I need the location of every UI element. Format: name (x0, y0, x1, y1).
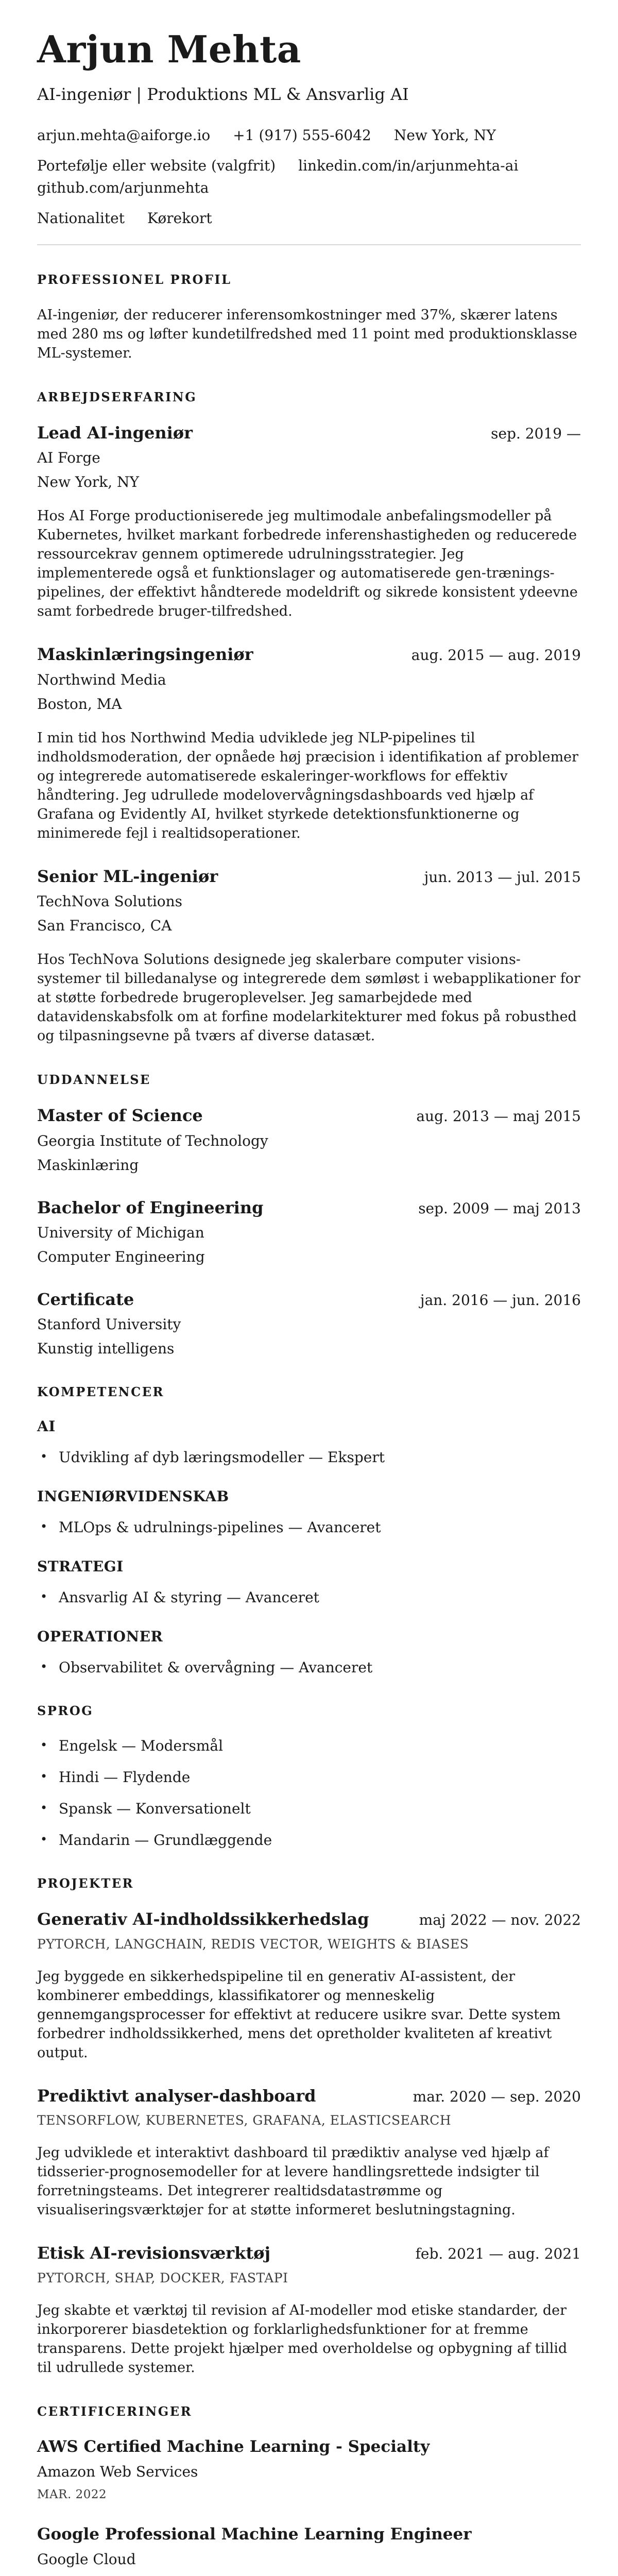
certification-org: Amazon Web Services (37, 2463, 581, 2481)
project-entry-head (37, 2086, 581, 2106)
skill-category: OPERATIONER (37, 1628, 581, 1645)
project-tech-stack: PYTORCH, LANGCHAIN, REDIS VECTOR, WEIGHTS & BIASES (37, 1937, 581, 1952)
person-headline: AI-ingeniør | Produktions ML & Ansvarlig AI (37, 84, 581, 104)
skill-group (37, 1628, 581, 1676)
education-entry (37, 1290, 581, 1358)
projects-heading: PROJEKTER (37, 1876, 581, 1891)
project-entry (37, 1909, 581, 2062)
project-title: Etisk AI-revisionsværktøj (37, 2243, 270, 2263)
language-item: • Spansk — Konversationelt (37, 1800, 581, 1818)
degree-title: Bachelor of Engineering (37, 1198, 263, 1217)
skill-group (37, 1418, 581, 1466)
experience-entry (37, 867, 581, 1045)
project-entry-head (37, 2243, 581, 2263)
skill-item: • Ansvarlig AI & styring — Avanceret (37, 1588, 581, 1606)
job-company: TechNova Solutions (37, 892, 581, 910)
section-profile (37, 272, 581, 363)
degree-date-range: aug. 2013 — maj 2015 (401, 1108, 581, 1125)
job-date-range: aug. 2015 — aug. 2019 (396, 647, 581, 664)
skill-list (37, 1448, 581, 1466)
project-title: Generativ AI-indholdssikkerhedslag (37, 1909, 369, 1929)
contact-row-misc (37, 210, 581, 227)
experience-entry-head (37, 423, 581, 443)
education-entry-head (37, 1106, 581, 1125)
contact-github: github.com/arjunmehta (37, 179, 209, 196)
contact-row-links (37, 157, 581, 196)
job-location: New York, NY (37, 473, 581, 491)
section-skills (37, 1384, 581, 1676)
school-name: University of Michigan (37, 1224, 581, 1242)
education-entry (37, 1106, 581, 1174)
contact-email: arjun.mehta@aiforge.io (37, 127, 210, 144)
project-entry (37, 2243, 581, 2377)
project-tech-stack: TENSORFLOW, KUBERNETES, GRAFANA, ELASTICSEARCH (37, 2113, 581, 2128)
job-title: Senior ML-ingeniør (37, 867, 218, 886)
field-of-study: Kunstig intelligens (37, 1340, 581, 1358)
contact-linkedin: linkedin.com/in/arjunmehta-ai (298, 157, 518, 174)
degree-title: Certificate (37, 1290, 134, 1309)
language-item: • Mandarin — Grundlæggende (37, 1831, 581, 1849)
skill-group (37, 1558, 581, 1606)
contact-phone: +1 (917) 555-6042 (233, 127, 371, 144)
project-description: Jeg skabte et værktøj til revision af AI-modeller mod etiske standarder, der inkorporerer biasdetektion og forklarlighedsfunktioner for at fremme transparens. Dette projekt hjælper med overholdelse og opbygning af tillid til udrullede systemer. (37, 2301, 581, 2377)
contact-website: Portefølje eller website (valgfrit) (37, 157, 276, 174)
job-date-range: sep. 2019 — (475, 425, 581, 442)
skill-list (37, 1518, 581, 1536)
job-location: San Francisco, CA (37, 917, 581, 935)
skills-heading: KOMPETENCER (37, 1384, 581, 1399)
experience-entry (37, 423, 581, 621)
contact-location: New York, NY (394, 127, 496, 144)
certification-org: Google Cloud (37, 2550, 581, 2568)
skill-list (37, 1658, 581, 1676)
degree-date-range: jan. 2016 — jun. 2016 (405, 1292, 581, 1309)
language-item: • Engelsk — Modersmål (37, 1737, 581, 1755)
skill-category: INGENIØRVIDENSKAB (37, 1488, 581, 1505)
job-date-range: jun. 2013 — jul. 2015 (409, 869, 581, 886)
section-experience (37, 389, 581, 1045)
skill-category: AI (37, 1418, 581, 1435)
job-description: Hos TechNova Solutions designede jeg skalerbare computer visions-systemer til billedanalyse og integrerede dem sømløst i webapplikationer for at støtte forbedrede brugeroplevelser. Jeg samarbejdede med datavidenskabsfolk om at forfine modelarkitekturer med fokus på robusthed og tilpasningsevne på tværs af diverse datasæt. (37, 950, 581, 1045)
project-date-range: mar. 2020 — sep. 2020 (398, 2088, 581, 2105)
certifications-heading: CERTIFICERINGER (37, 2404, 581, 2419)
school-name: Georgia Institute of Technology (37, 1132, 581, 1150)
profile-text: AI-ingeniør, der reducerer inferensomkostninger med 37%, skærer latens med 280 ms og løfter kundetilfredshed med 11 point med produktionsklasse ML-systemer. (37, 306, 581, 363)
certification-title: AWS Certified Machine Learning - Specialty (37, 2437, 581, 2456)
project-description: Jeg udviklede et interaktivt dashboard til prædiktiv analyse ved hjælp af tidsserier-prognosemodeller for at levere handlingsrettede indsigter til forretningsteams. Det integrerer realtidsdatastrømme og visualiseringsværktøjer for at støtte informeret beslutningstagning. (37, 2143, 581, 2219)
project-date-range: maj 2022 — nov. 2022 (404, 1911, 581, 1928)
skill-item: • MLOps & udrulnings-pipelines — Avanceret (37, 1518, 581, 1536)
language-list (37, 1737, 581, 1849)
education-entry-head (37, 1290, 581, 1309)
job-description: Hos AI Forge productioniserede jeg multimodale anbefalingsmodeller på Kubernetes, hvilket markant forbedrede inferenshastigheden og reducerede ressourcekrav gennem optimerede udrulningsstrategier. Jeg implementerede også et funktionslager og automatiserede gen-trænings-pipelines, der effektivt håndterede modeldrift og sikrede konsistent ydeevne samt forbedrede bruger-tilfredshed. (37, 506, 581, 621)
header-divider (37, 244, 581, 245)
job-location: Boston, MA (37, 695, 581, 713)
project-entry-head (37, 1909, 581, 1929)
language-item: • Hindi — Flydende (37, 1768, 581, 1786)
contact-nationality: Nationalitet (37, 210, 125, 227)
languages-heading: SPROG (37, 1703, 581, 1718)
contact-row-primary (37, 127, 581, 144)
project-date-range: feb. 2021 — aug. 2021 (400, 2245, 581, 2262)
project-description: Jeg byggede en sikkerhedspipeline til en generativ AI-assistent, der kombinerer embeddings, klassifikatorer og menneskelig gennemgangsprocesser for effektivt at reducere usikre svar. Dette system forbedrer indholdssikkerhed, mens det opretholder kvaliteten af kreativt output. (37, 1967, 581, 2062)
section-projects (37, 1876, 581, 2377)
skill-category: STRATEGI (37, 1558, 581, 1575)
section-certifications (37, 2404, 581, 2576)
skill-item: • Observabilitet & overvågning — Avanceret (37, 1658, 581, 1676)
field-of-study: Maskinlæring (37, 1156, 581, 1174)
skill-item: • Udvikling af dyb læringsmodeller — Ekspert (37, 1448, 581, 1466)
project-entry (37, 2086, 581, 2219)
resume-header (37, 30, 581, 245)
experience-heading: ARBEJDSERFARING (37, 389, 581, 404)
experience-entry (37, 645, 581, 842)
job-company: AI Forge (37, 449, 581, 467)
project-tech-stack: PYTORCH, SHAP, DOCKER, FASTAPI (37, 2270, 581, 2285)
job-description: I min tid hos Northwind Media udviklede jeg NLP-pipelines til indholdsmoderation, der opnåede høj præcision i identifikation af problemer og integrerede automatiserede eskaleringer-workflows for effektiv håndtering. Jeg udrullede modelovervågningsdashboards ved hjælp af Grafana og Evidently AI, hvilket styrkede detektionsfunktionerne og minimerede fejl i realtidsoperationer. (37, 728, 581, 843)
job-company: Northwind Media (37, 671, 581, 689)
certification-date (37, 2575, 581, 2576)
education-heading: UDDANNELSE (37, 1072, 581, 1087)
section-languages (37, 1703, 581, 1849)
project-title: Prediktivt analyser-dashboard (37, 2086, 316, 2106)
education-entry (37, 1198, 581, 1266)
contact-drivers-license: Kørekort (147, 210, 212, 227)
degree-date-range: sep. 2009 — maj 2013 (403, 1200, 581, 1217)
certification-entry (37, 2437, 581, 2501)
school-name: Stanford University (37, 1315, 581, 1333)
job-title: Lead AI-ingeniør (37, 423, 193, 443)
field-of-study: Computer Engineering (37, 1248, 581, 1266)
section-education (37, 1072, 581, 1358)
job-title: Maskinlæringsingeniør (37, 645, 253, 664)
person-name: Arjun Mehta (37, 30, 581, 69)
certification-title: Google Professional Machine Learning Engineer (37, 2525, 581, 2544)
education-entry-head (37, 1198, 581, 1217)
certification-entry (37, 2525, 581, 2576)
certification-date: MAR. 2022 (37, 2488, 581, 2501)
experience-entry-head (37, 867, 581, 886)
experience-entry-head (37, 645, 581, 664)
profile-heading: PROFESSIONEL PROFIL (37, 272, 581, 287)
skill-group (37, 1488, 581, 1536)
skill-list (37, 1588, 581, 1606)
degree-title: Master of Science (37, 1106, 203, 1125)
